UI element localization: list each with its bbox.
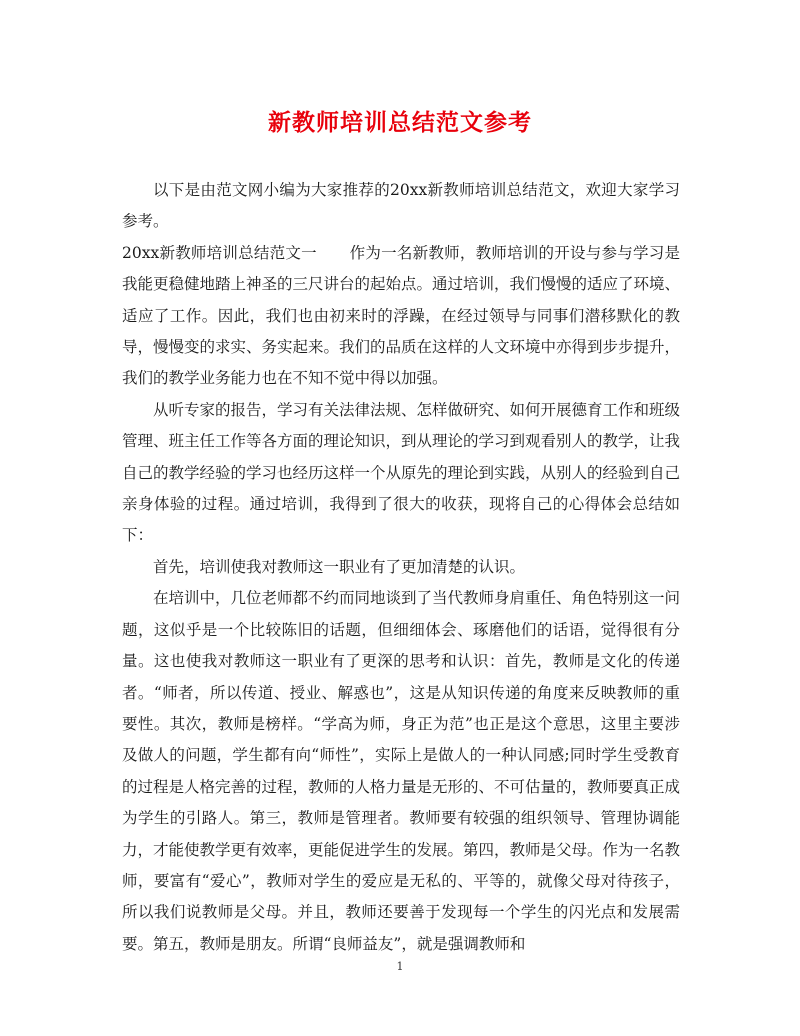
- body-paragraph: 首先，培训使我对教师这一职业有了更加清楚的认识。: [153, 557, 526, 576]
- document-title: 新教师培训总结范文参考: [268, 109, 532, 136]
- body-paragraph: 在培训中，几位老师都不约而同地谈到了当代教师身肩重任、角色特别这一问题，这似乎是一个比较陈旧的话题，但细细体会、琢磨他们的话语，觉得很有分量。这也使我对教师这一职业有了更深的思考和认识：首先，教师是文化的传递者。“师者，所以传道、授业、解惑也”，这是从知识传递的角度来反映教师的重要性。其次，教师是榜样。“学高为师，身正为范”也正是这个意思，这里主要涉及做人的问题，学生都有向“师性”，实际上是做人的一种认同感;同时学生受教育的过程是人格完善的过程，教师的人格力量是无形的、不可估量的，教师要真正成为学生的引路人。第三，教师是管理者。教师要有较强的组织领导、管理协调能力，才能使教学更有效率，更能促进学生的发展。第四，教师是父母。作为一名教师，要富有“爱心”，教师对学生的爱应是无私的、平等的，就像父母对待孩子，所以我们说教师是父母。并且，教师还要善于发现每一个学生的闪光点和发展需要。第五，教师是朋友。所谓“良师益友”，就是强调教师和: [122, 589, 681, 953]
- document-body: [122, 175, 680, 960]
- section-label: 20xx新教师培训总结范文一: [122, 243, 317, 262]
- page-number: 1: [396, 960, 404, 973]
- section-paragraph: [122, 238, 680, 395]
- body-paragraph: 从听专家的报告，学习有关法律法规、怎样做研究、如何开展德育工作和班级管理、班主任工作等各方面的理论知识，到从理论的学习到观看别人的教学，让我自己的教学经验的学习也经历这样一个从原先的理论到实践，从别人的经验到自己亲身体验的过程。通过培训，我得到了很大的收获，现将自己的心得体会总结如下：: [122, 400, 681, 545]
- section-first-text: 作为一名新教师，教师培训的开设与参与学习是我能更稳健地踏上神圣的三尺讲台的起始点。通过培训，我们慢慢的适应了环境、适应了工作。因此，我们也由初来时的浮躁，在经过领导与同事们潜移默化的教导，慢慢变的求实、务实起来。我们的品质在这样的人文环境中亦得到步步提升，我们的教学业务能力也在不知不觉中得以加强。: [122, 243, 681, 388]
- intro-paragraph: 以下是由范文网小编为大家推荐的20xx新教师培训总结范文，欢迎大家学习参考。: [122, 181, 680, 231]
